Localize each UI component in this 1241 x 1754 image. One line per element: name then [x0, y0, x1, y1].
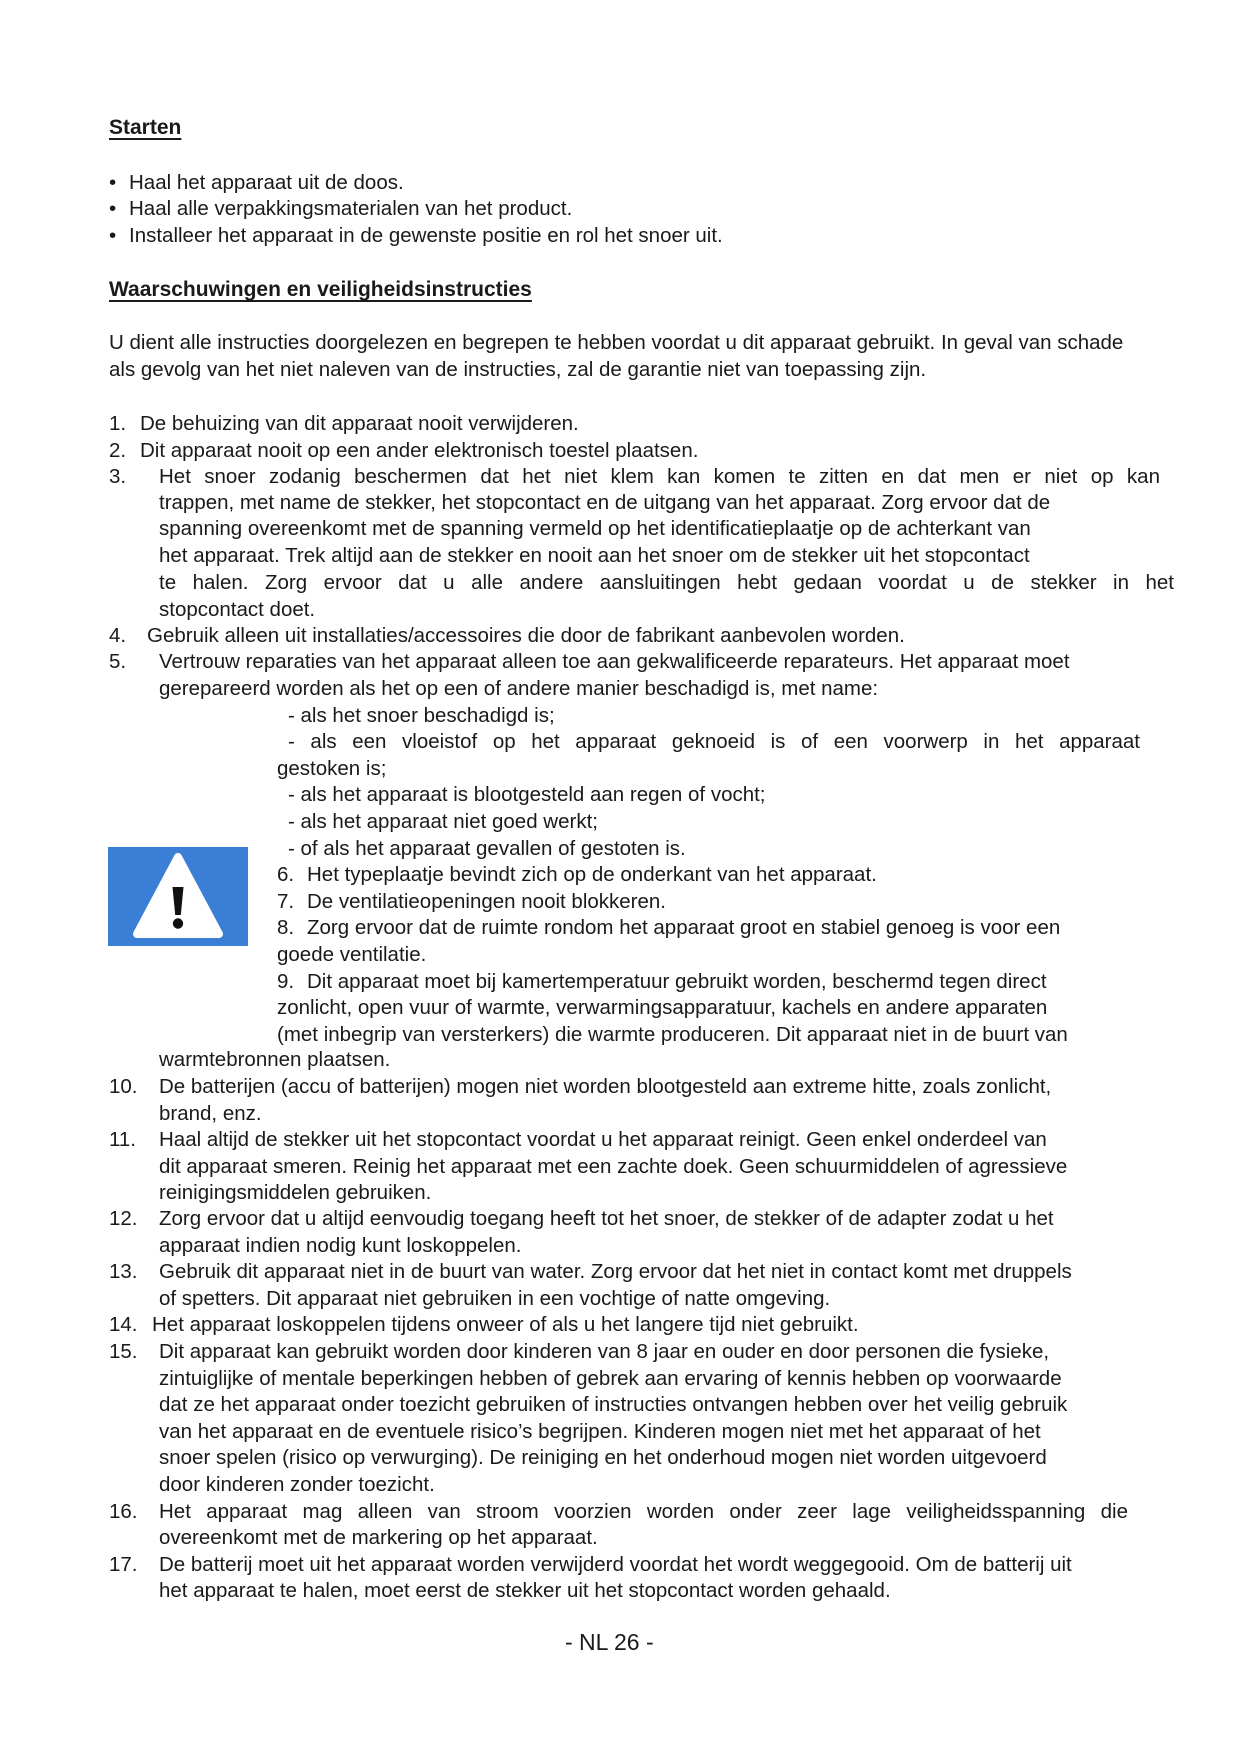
item-text: Zorg ervoor dat de ruimte rondom het apparaat groot en stabiel genoeg is voor een	[307, 916, 1061, 939]
item-text: overeenkomt met de markering op het apparaat.	[159, 1526, 598, 1549]
item-text: door kinderen zonder toezicht.	[159, 1473, 435, 1496]
item-number: 10.	[109, 1075, 138, 1098]
item-text: Gebruik dit apparaat niet in de buurt van water. Zorg ervoor dat het niet in contact komt met druppels	[159, 1260, 1072, 1283]
item-text: Vertrouw reparaties van het apparaat alleen toe aan gekwalificeerde reparateurs. Het apparaat moet	[159, 650, 1070, 673]
warning-triangle-icon	[108, 847, 248, 946]
item-number: 15.	[109, 1340, 138, 1363]
item-text: Haal altijd de stekker uit het stopcontact voordat u het apparaat reinigt. Geen enkel onderdeel van	[159, 1128, 1047, 1151]
item-text: De behuizing van dit apparaat nooit verwijderen.	[140, 412, 579, 435]
item-text: De batterij moet uit het apparaat worden verwijderd voordat het wordt weggegooid. Om de batterij uit	[159, 1553, 1072, 1576]
item-text: dit apparaat smeren. Reinig het apparaat met een zachte doek. Geen schuurmiddelen of agressieve	[159, 1155, 1068, 1178]
item-text: spanning overeenkomt met de spanning vermeld op het identificatieplaatje op de achterkant van	[159, 517, 1031, 540]
item-number: 8.	[277, 916, 295, 939]
item-number: 2.	[109, 439, 127, 462]
item-number: 14.	[109, 1313, 138, 1336]
item-text: van het apparaat en de eventuele risico’s begrijpen. Kinderen mogen niet met het apparaat of het	[159, 1420, 1041, 1443]
start-bullet: • Haal alle verpakkingsmaterialen van het product.	[109, 197, 573, 220]
item-number: 13.	[109, 1260, 138, 1283]
item-text: zonlicht, open vuur of warmte, verwarmingsapparatuur, kachels en andere apparaten	[277, 996, 1048, 1019]
item-text: zintuiglijke of mentale beperkingen hebben of gebrek aan ervaring of kennis hebben op voorwaarde	[159, 1367, 1062, 1390]
damage-case: gestoken is;	[277, 757, 387, 780]
item-text: De batterijen (accu of batterijen) mogen niet worden blootgesteld aan extreme hitte, zoals zonlicht,	[159, 1075, 1052, 1098]
item-text: snoer spelen (risico op verwurging). De reiniging en het onderhoud mogen niet worden uitgevoerd	[159, 1446, 1047, 1469]
item-text: Het typeplaatje bevindt zich op de onderkant van het apparaat.	[307, 863, 877, 886]
item-text: apparaat indien nodig kunt loskoppelen.	[159, 1234, 522, 1257]
item-number: 12.	[109, 1207, 138, 1230]
item-text: (met inbegrip van versterkers) die warmte produceren. Dit apparaat niet in de buurt van	[277, 1023, 1068, 1046]
item-number: 1.	[109, 412, 127, 435]
item-number: 3.	[109, 465, 127, 488]
item-text: reinigingsmiddelen gebruiken.	[159, 1181, 432, 1204]
item-text: De ventilatieopeningen nooit blokkeren.	[307, 890, 667, 913]
item-number: 5.	[109, 650, 127, 673]
item-text: Dit apparaat nooit op een ander elektronisch toestel plaatsen.	[140, 439, 699, 462]
item-text: Het snoer zodanig beschermen dat het niet klem kan komen te zitten en dat men er niet op kan	[159, 465, 1160, 488]
warnings-intro: U dient alle instructies doorgelezen en begrepen te hebben voordat u dit apparaat gebruikt. In geval van schade als gevolg van het niet naleven van de instructies, zal de garantie niet van toepassing zijn.	[109, 331, 1124, 381]
item-text: gerepareerd worden als het op een of andere manier beschadigd is, met name:	[159, 677, 879, 700]
item-text: te halen. Zorg ervoor dat u alle andere aansluitingen hebt gedaan voordat u de stekker in het	[159, 571, 1174, 594]
item-text: Dit apparaat moet bij kamertemperatuur gebruikt worden, beschermd tegen direct	[307, 970, 1047, 993]
item-text: trappen, met name de stekker, het stopcontact en de uitgang van het apparaat. Zorg ervoor dat de	[159, 491, 1051, 514]
item-text: Zorg ervoor dat u altijd eenvoudig toegang heeft tot het snoer, de stekker of de adapter zodat u het	[159, 1207, 1054, 1230]
item-number: 4.	[109, 624, 127, 647]
item-number: 9.	[277, 970, 295, 993]
item-text: brand, enz.	[159, 1102, 262, 1125]
warning-triangle-icon	[108, 847, 248, 946]
item-number: 11.	[109, 1128, 136, 1151]
start-bullet: • Installeer het apparaat in de gewenste positie en rol het snoer uit.	[109, 224, 723, 247]
damage-case: - of als het apparaat gevallen of gestoten is.	[288, 837, 686, 860]
section-heading-start: Starten	[109, 116, 182, 139]
item-text: warmtebronnen plaatsen.	[159, 1048, 391, 1071]
item-number: 6.	[277, 863, 295, 886]
section-heading-warnings: Waarschuwingen en veiligheidsinstructies	[109, 278, 532, 301]
item-text: het apparaat te halen, moet eerst de stekker uit het stopcontact worden gehaald.	[159, 1579, 891, 1602]
item-text: goede ventilatie.	[277, 943, 427, 966]
item-text: Dit apparaat kan gebruikt worden door kinderen van 8 jaar en ouder en door personen die fysieke,	[159, 1340, 1050, 1363]
damage-case: - als het apparaat niet goed werkt;	[288, 810, 598, 833]
item-number: 7.	[277, 890, 295, 913]
damage-case: - als het snoer beschadigd is;	[288, 704, 555, 727]
item-text: Het apparaat loskoppelen tijdens onweer of als u het langere tijd niet gebruikt.	[152, 1313, 859, 1336]
item-text: het apparaat. Trek altijd aan de stekker en nooit aan het snoer om de stekker uit het stopcontact	[159, 544, 1030, 567]
item-text: Gebruik alleen uit installaties/accessoires die door de fabrikant aanbevolen worden.	[147, 624, 905, 647]
item-text: dat ze het apparaat onder toezicht gebruiken of instructies ontvangen hebben over het veilig gebruik	[159, 1393, 1068, 1416]
start-bullet: • Haal het apparaat uit de doos.	[109, 171, 404, 194]
damage-case: - als het apparaat is blootgesteld aan regen of vocht;	[288, 783, 766, 806]
item-number: 16.	[109, 1500, 138, 1523]
item-text: stopcontact doet.	[159, 598, 316, 621]
item-text: of spetters. Dit apparaat niet gebruiken in een vochtige of natte omgeving.	[159, 1287, 831, 1310]
page-number: - NL 26 -	[565, 1629, 654, 1655]
item-number: 17.	[109, 1553, 138, 1576]
item-text: Het apparaat mag alleen van stroom voorzien worden onder zeer lage veiligheidsspanning die	[159, 1500, 1128, 1523]
damage-case: - als een vloeistof op het apparaat geknoeid is of een voorwerp in het apparaat	[288, 730, 1140, 753]
